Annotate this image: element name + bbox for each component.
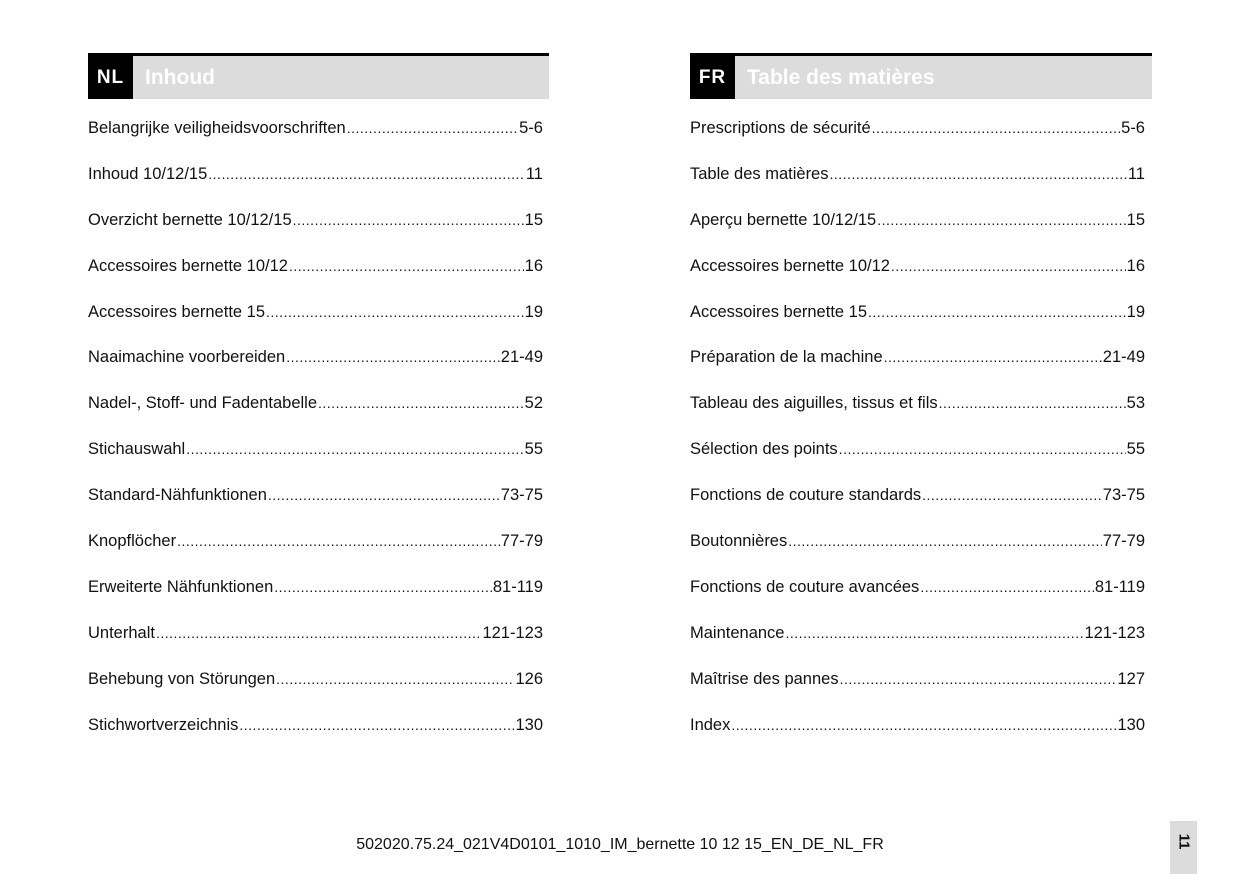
toc-dot-leader (266, 302, 524, 322)
toc-dot-leader (785, 623, 1083, 643)
toc-column-fr (690, 53, 1152, 760)
toc-entry (690, 623, 1145, 669)
toc-entry-label: Knopflöcher (88, 532, 177, 551)
toc-entry-page: 121-123 (482, 623, 543, 642)
toc-entry-page: 73-75 (1102, 486, 1145, 505)
toc-entry (690, 577, 1145, 623)
toc-dot-leader (177, 531, 500, 551)
toc-entry (690, 118, 1145, 164)
toc-entry (690, 210, 1145, 256)
toc-entry (88, 669, 543, 715)
toc-entry (690, 164, 1145, 210)
toc-entry (88, 439, 543, 485)
toc-dot-leader (830, 164, 1127, 184)
toc-entry-label: Accessoires bernette 10/12 (690, 256, 890, 275)
toc-entry (690, 485, 1145, 531)
toc-dot-leader (156, 623, 481, 643)
toc-entry-page: 55 (524, 440, 543, 459)
toc-entry-label: Maîtrise des pannes (690, 669, 839, 688)
toc-list-nl (88, 118, 543, 760)
toc-entry (88, 531, 543, 577)
toc-entry (690, 439, 1145, 485)
toc-entry-label: Accessoires bernette 10/12 (88, 256, 288, 275)
toc-entry (88, 256, 543, 302)
toc-entry-page: 52 (524, 394, 543, 413)
toc-entry (88, 347, 543, 393)
toc-entry-page: 19 (524, 302, 543, 321)
toc-entry-page: 21-49 (1102, 348, 1145, 367)
toc-dot-leader (839, 439, 1126, 459)
toc-entry-label: Accessoires bernette 15 (88, 302, 266, 321)
toc-entry (88, 485, 543, 531)
toc-entry-page: 15 (524, 210, 543, 229)
toc-entry (88, 302, 543, 348)
toc-entry-label: Préparation de la machine (690, 348, 883, 367)
toc-entry-label: Prescriptions de sécurité (690, 119, 871, 137)
toc-entry-page: 77-79 (500, 532, 543, 551)
toc-entry-page: 19 (1126, 302, 1145, 321)
toc-entry-label: Fonctions de couture avancées (690, 577, 920, 596)
toc-dot-leader (872, 118, 1120, 138)
toc-entry-page: 127 (1117, 669, 1145, 688)
toc-entry-page: 5-6 (1121, 119, 1145, 137)
toc-entry (690, 393, 1145, 439)
toc-entry-page: 130 (1117, 715, 1145, 734)
toc-entry-label: Behebung von Störungen (88, 669, 276, 688)
toc-entry-page: 81-119 (492, 577, 543, 596)
toc-entry-label: Maintenance (690, 623, 785, 642)
toc-entry-label: Tableau des aiguilles, tissus et fils (690, 394, 938, 413)
toc-entry-page: 16 (1126, 256, 1145, 275)
toc-entry (88, 715, 543, 761)
toc-dot-leader (208, 164, 525, 184)
toc-entry-label: Nadel-, Stoff- und Fadentabelle (88, 394, 318, 413)
toc-dot-leader (268, 485, 500, 505)
toc-dot-leader (186, 439, 523, 459)
toc-entry (690, 347, 1145, 393)
toc-entry-label: Aperçu bernette 10/12/15 (690, 210, 877, 229)
toc-entry-label: Belangrijke veiligheidsvoorschriften (88, 119, 346, 137)
toc-dot-leader (840, 669, 1117, 689)
toc-entry-label: Index (690, 715, 731, 734)
toc-entry-page: 11 (525, 164, 543, 183)
toc-dot-leader (293, 210, 524, 230)
toc-entry-page: 15 (1126, 210, 1145, 229)
toc-entry (690, 302, 1145, 348)
toc-entry-label: Erweiterte Nähfunktionen (88, 577, 274, 596)
toc-entry-page: 53 (1126, 394, 1145, 413)
toc-dot-leader (318, 393, 524, 413)
toc-entry (88, 623, 543, 669)
toc-dot-leader (877, 210, 1125, 230)
toc-entry-label: Sélection des points (690, 440, 838, 459)
toc-dot-leader (884, 347, 1102, 367)
toc-entry-page: 73-75 (500, 486, 543, 505)
toc-dot-leader (891, 256, 1126, 276)
toc-entry (88, 577, 543, 623)
toc-dot-leader (939, 393, 1126, 413)
toc-dot-leader (731, 715, 1116, 735)
toc-dot-leader (289, 256, 524, 276)
toc-entry (88, 164, 543, 210)
toc-entry-label: Stichauswahl (88, 440, 186, 459)
toc-entry-page: 126 (515, 669, 543, 688)
toc-entry (690, 715, 1145, 761)
toc-entry-label: Table des matières (690, 164, 829, 183)
toc-dot-leader (920, 577, 1094, 597)
toc-entry-label: Standard-Nähfunktionen (88, 486, 267, 505)
toc-column-nl (88, 53, 549, 760)
toc-list-fr (690, 118, 1145, 760)
toc-dot-leader (868, 302, 1126, 322)
toc-dot-leader (347, 118, 518, 138)
toc-entry-label: Stichwortverzeichnis (88, 715, 239, 734)
toc-entry-label: Fonctions de couture standards (690, 486, 922, 505)
toc-title-nl: Inhoud (145, 65, 215, 89)
toc-entry-label: Naaimachine voorbereiden (88, 348, 286, 367)
toc-header-nl (88, 53, 549, 99)
toc-entry-label: Inhoud 10/12/15 (88, 164, 208, 183)
toc-entry-label: Accessoires bernette 15 (690, 302, 868, 321)
toc-entry-page: 5-6 (519, 119, 543, 137)
toc-entry-page: 21-49 (500, 348, 543, 367)
toc-entry-page: 130 (515, 715, 543, 734)
toc-entry-page: 81-119 (1094, 577, 1145, 596)
toc-entry (690, 531, 1145, 577)
toc-entry (88, 393, 543, 439)
language-code-fr: FR (690, 56, 735, 99)
language-code-nl: NL (88, 56, 133, 99)
page-number: 11 (1174, 833, 1192, 850)
toc-entry (88, 210, 543, 256)
toc-dot-leader (286, 347, 500, 367)
toc-entry-label: Overzicht bernette 10/12/15 (88, 210, 292, 229)
toc-dot-leader (274, 577, 492, 597)
toc-entry (690, 256, 1145, 302)
toc-title-fr: Table des matières (747, 65, 935, 89)
toc-entry-page: 121-123 (1084, 623, 1145, 642)
toc-entry-label: Boutonnières (690, 532, 788, 551)
toc-dot-leader (239, 715, 514, 735)
toc-dot-leader (788, 531, 1102, 551)
toc-entry-page: 11 (1127, 164, 1145, 183)
toc-entry-page: 16 (524, 256, 543, 275)
toc-dot-leader (276, 669, 514, 689)
toc-entry (88, 118, 543, 164)
toc-entry-page: 77-79 (1102, 532, 1145, 551)
toc-entry-page: 55 (1126, 440, 1145, 459)
page-number-tab (1170, 821, 1197, 874)
document-reference: 502020.75.24_021V4D0101_1010_IM_bernette 10 12 15_EN_DE_NL_FR (356, 836, 884, 853)
toc-entry (690, 669, 1145, 715)
toc-dot-leader (922, 485, 1102, 505)
toc-entry-label: Unterhalt (88, 623, 155, 642)
toc-header-fr (690, 53, 1152, 99)
